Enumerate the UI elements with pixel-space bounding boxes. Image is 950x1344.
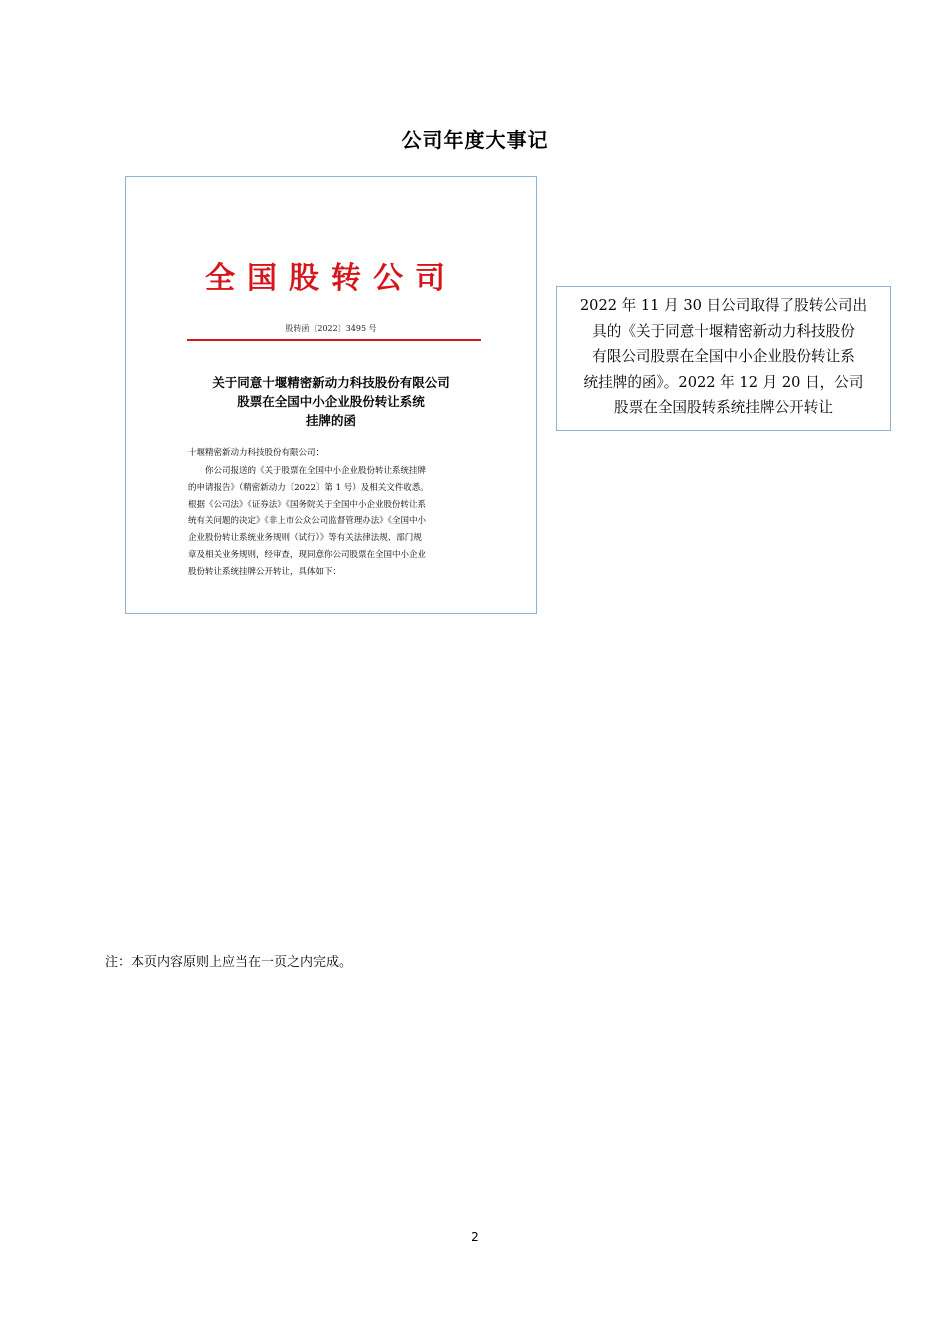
letter-body (188, 463, 484, 581)
letter-salutation: 十堰精密新动力科技股份有限公司： (188, 448, 325, 458)
letter-body-line: 的申请报告》（精密新动力〔2022〕第 1 号）及相关文件收悉。 (188, 482, 429, 493)
approval-letter-image (125, 176, 537, 614)
letter-body-line: 股份转让系统挂牌公开转让，具体如下： (188, 566, 342, 577)
event-description-line: 股票在全国股转系统挂牌公开转让 (614, 399, 833, 416)
event-description-line: 具的《关于同意十堰精密新动力科技股份 (592, 322, 855, 340)
event-description-line: 统挂牌的函》。2022 年 12 月 20 日，公司 (583, 373, 864, 391)
letter-subject (126, 373, 536, 430)
event-description-line: 有限公司股票在全国中小企业股份转让系 (592, 348, 855, 365)
letter-body-line: 章及相关业务规则，经审查，现同意你公司股票在全国中小企业 (188, 549, 427, 560)
page-number: 2 (471, 1230, 479, 1244)
page-title: 公司年度大事记 (401, 128, 549, 152)
letter-subject-line: 关于同意十堰精密新动力科技股份有限公司 (212, 375, 450, 390)
letter-document-number: 股转函〔2022〕3495 号 (285, 324, 377, 333)
page-note: 注：本页内容原则上应当在一页之内完成。 (105, 955, 353, 970)
letter-body-line: 企业股份转让系统业务规则（试行）》等有关法律法规、部门规 (188, 533, 422, 544)
letter-subject-line: 挂牌的函 (305, 413, 356, 428)
letter-body-line: 根据《公司法》《证券法》《国务院关于全国中小企业股份转让系 (188, 499, 427, 510)
event-description-box (556, 286, 891, 431)
letter-body-line: 你公司报送的《关于股票在全国中小企业股份转让系统挂牌 (205, 466, 427, 476)
event-description-line: 2022 年 11 月 30 日公司取得了股转公司出 (579, 297, 868, 314)
letter-red-rule (187, 339, 481, 341)
letter-header: 全国股转公司 (205, 261, 457, 296)
letter-subject-line: 股票在全国中小企业股份转让系统 (237, 394, 425, 409)
letter-body-line: 统有关问题的决定》《非上市公众公司监督管理办法》《全国中小 (188, 516, 427, 527)
